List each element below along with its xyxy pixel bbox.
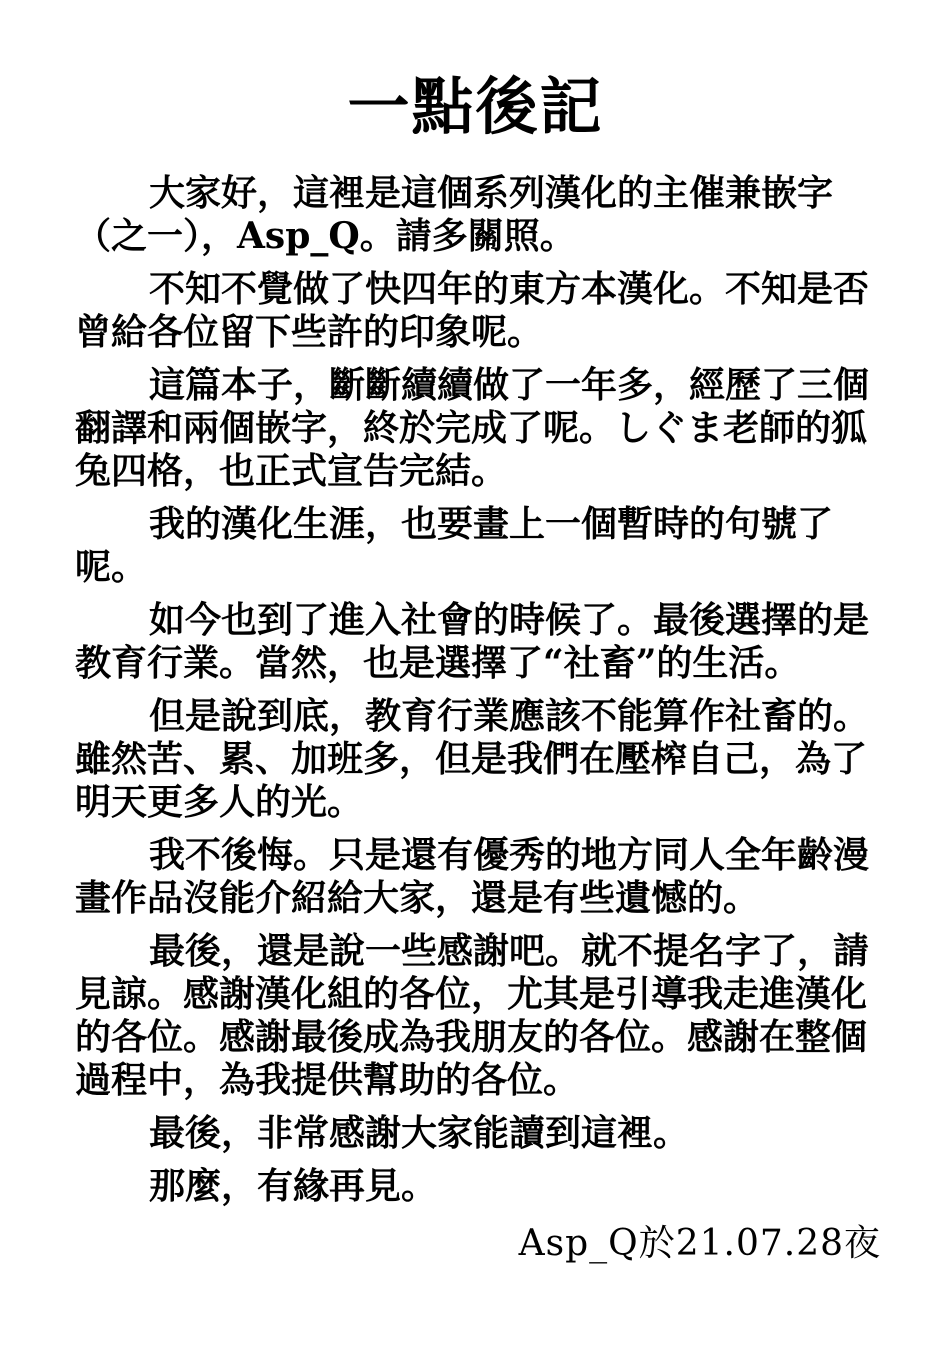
paragraph-thanks-readers: 最後，非常感謝大家能讀到這裡。 (149, 1112, 690, 1154)
afterword-body (75, 172, 895, 1218)
paragraph-entering-society: 如今也到了進入社會的時候了。最後選擇的是教育行業。當然，也是選擇了“社畜”的生活。 (75, 599, 870, 684)
paragraph-greeting: 大家好，這裡是這個系列漢化的主催兼嵌字（之一），Asp_Q。請多關照。 (75, 172, 834, 257)
paragraph-farewell: 那麼，有緣再見。 (149, 1165, 438, 1207)
page-title: 一點後記 (347, 70, 604, 143)
paragraph-thanks: 最後，還是說一些感謝吧。就不提名字了，請見諒。感謝漢化組的各位，尤其是引導我走進漢化的各位。感謝最後成為我朋友的各位。感謝在整個過程中，為我提供幫助的各位。 (75, 930, 870, 1101)
paragraph-four-years: 不知不覺做了快四年的東方本漢化。不知是否曾給各位留下些許的印象呢。 (75, 268, 870, 353)
paragraph-no-regrets: 我不後悔。只是還有優秀的地方同人全年齡漫畫作品沒能介紹給大家，還是有些遺憾的。 (75, 834, 870, 919)
paragraph-this-book: 這篇本子，斷斷續續做了一年多，經歷了三個翻譯和兩個嵌字，終於完成了呢。しぐま老師的狐兔四格，也正式宣告完結。 (75, 364, 870, 492)
paragraph-career-end: 我的漢化生涯，也要畫上一個暫時的句號了呢。 (75, 503, 834, 588)
signature: Asp_Q於21.07.28夜 (518, 1223, 881, 1264)
paragraph-education: 但是說到底，教育行業應該不能算作社畜的。雖然苦、累、加班多，但是我們在壓榨自己，為了明天更多人的光。 (75, 695, 870, 823)
